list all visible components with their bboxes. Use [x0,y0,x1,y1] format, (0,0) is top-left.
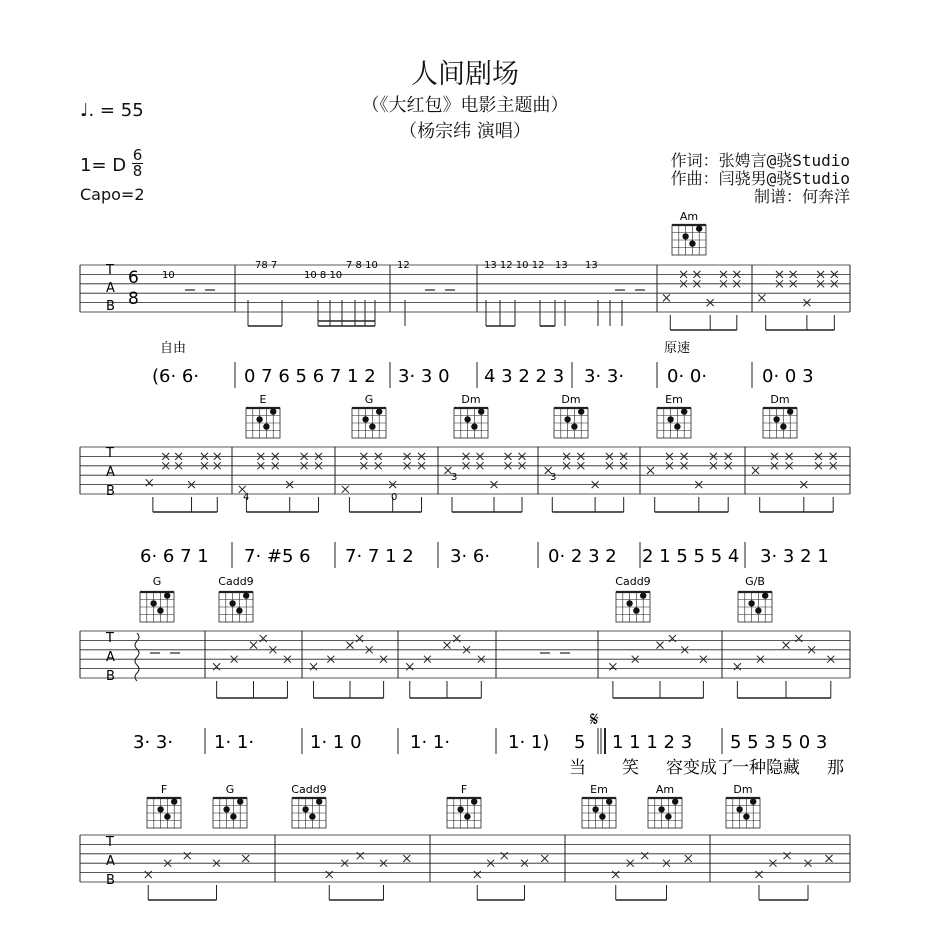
notation-measure: 3· 3 2 1 [760,546,829,567]
chord-dot [571,423,577,429]
notation-measure: 5 5 3 5 0 3 [730,732,828,753]
chord-name: Am [679,210,699,223]
lyricist-credit: 作词：张娉言@骁Studio [670,151,850,170]
strum-note [146,479,153,486]
yuansu-marking: 原速 [664,341,691,356]
notation-row-1 [152,366,814,387]
chord-name: G [364,393,374,406]
strum-note [734,663,741,670]
lyric: 容变成了 [666,758,734,778]
strum-note [795,635,802,642]
strum-note [310,663,317,670]
fret-number: 0 [391,492,398,503]
chord-name: G/B [745,575,765,588]
strum-note [752,467,759,474]
strum-note [541,855,548,862]
strum-note [326,871,333,878]
fret-number: 3 [550,472,557,483]
chord-name: E [259,393,267,406]
chord-name: Em [590,783,608,796]
time-signature-denominator: 8 [132,162,143,180]
chord-dot [578,408,584,414]
strum-note [609,663,616,670]
tempo-marking: ♩. = 55 [80,100,144,121]
tab-time-numerator: 6 [128,268,139,288]
tab-clef [105,263,115,888]
chord-dot [464,416,470,422]
fret-number: 7 8 10 [346,260,378,271]
chord-name: Dm [561,393,581,406]
chord-dot [302,806,308,812]
chord-name: Dm [461,393,481,406]
notation-row-2 [140,546,829,567]
chord-dot [376,408,382,414]
chord-dot [780,423,786,429]
notation-measure: 0· 0· [667,366,708,387]
chord-dot [478,408,484,414]
chord-dot [750,798,756,804]
chord-dot [599,813,605,819]
chord-dot [787,408,793,414]
svg-text:A: A [106,281,115,296]
fret-number: 3 [451,472,458,483]
notation-measure: 3· 3· [584,366,625,387]
chord-dot [237,798,243,804]
strum-note [758,294,765,301]
chord-dot [736,806,742,812]
notation-measure: 0· 0 3 [762,366,814,387]
notation-measure: 7· #5 6 [244,546,311,567]
chord-dot [606,798,612,804]
chord-dot [682,233,688,239]
tab-time-denominator: 8 [128,289,139,309]
chord-dot [773,416,779,422]
chord-name: F [460,783,468,796]
chord-name: F [160,783,168,796]
strum-note [184,852,191,859]
strum-note [641,852,648,859]
chord-dot [592,806,598,812]
chord-dot [316,798,322,804]
svg-text:B: B [106,669,115,684]
fret-number: 13 [585,260,598,271]
chord-name: Am [655,783,675,796]
strum-note [647,467,654,474]
notation-measure: 1· 1· [410,732,451,753]
svg-text:T: T [106,631,114,646]
fret-number: 78 7 [255,260,278,271]
lyric: 当 [569,758,586,778]
strum-note [403,855,410,862]
song-title: 人间剧场 [411,59,519,90]
strum-note [663,294,670,301]
chord-dot [626,600,632,606]
chord-name: Dm [733,783,753,796]
time-signature-numerator: 6 [132,146,143,164]
strum-note [474,871,481,878]
key-signature: 1= D [80,155,127,176]
strum-note [756,871,763,878]
fret-number: 10 [162,270,175,281]
notation-measure: 2 1 5 5 5 4 [642,546,740,567]
fret-number: 4 [243,492,250,503]
chord-dot [150,600,156,606]
chord-dot [457,806,463,812]
chord-dot [658,806,664,812]
notation-measure: 1· 1) [508,732,550,753]
fret-number: 13 [555,260,568,271]
strum-note [356,635,363,642]
strum-note [406,663,413,670]
notation-measure: 3· 6· [450,546,491,567]
chord-dot [640,592,646,598]
chord-dot [157,806,163,812]
strum-note [669,635,676,642]
svg-text:B: B [106,873,115,888]
capo-marking: Capo=2 [80,185,145,204]
strum-note [657,642,664,649]
strum-note [444,642,451,649]
chord-dot [369,423,375,429]
chord-dot [263,423,269,429]
chord-dot [672,798,678,804]
chord-dot [229,600,235,606]
svg-text:T: T [106,263,114,278]
singer-subtitle: （杨宗纬 演唱） [399,121,531,142]
chord-dot [362,416,368,422]
notation-measure: 7· 7 1 2 [345,546,414,567]
composer-credit: 作曲：闫骁男@骁Studio [670,169,850,188]
notation-measure: 1· 1 0 [310,732,362,753]
lyric: 那 [827,758,844,778]
chord-dot [633,607,639,613]
notation-measure: 1· 1· [214,732,255,753]
chord-dot [748,600,754,606]
strum-note [357,852,364,859]
chord-dot [230,813,236,819]
notation-measure: 3· 3 0 [398,366,450,387]
strum-note [501,852,508,859]
svg-text:A: A [106,465,115,480]
chord-dot [471,798,477,804]
chord-dot [674,423,680,429]
notation-measure: 0· 2 3 2 [548,546,617,567]
svg-text:B: B [106,299,115,314]
strum-note [250,642,257,649]
svg-text:T: T [106,835,114,850]
chord-dot [157,607,163,613]
chord-dot [464,813,470,819]
chord-dot [755,607,761,613]
chord-dot [667,416,673,422]
notation-measure: 3· 3· [133,732,174,753]
movie-subtitle: （《大红包》电影主题曲） [361,95,569,116]
segno-icon: 𝄋 [590,707,599,731]
chord-dot [164,592,170,598]
strum-note [145,871,152,878]
chord-dot [256,416,262,422]
chord-dot [689,240,695,246]
chord-name: Cadd9 [291,783,327,796]
notation-measure: 5 [574,732,586,753]
chord-name: Em [665,393,683,406]
lyric: 一种隐藏 [732,758,800,778]
chord-dot [696,225,702,231]
strum-note [347,642,354,649]
notation-measure: 4 3 2 2 3 [484,366,565,387]
strum-note [685,855,692,862]
ziyou-marking: 自由 [160,341,187,356]
chord-name: Dm [770,393,790,406]
notation-measure: (6· 6· [152,366,200,387]
fret-number: 10 8 10 [304,270,343,281]
chord-dot [665,813,671,819]
chord-dot [164,813,170,819]
svg-text:T: T [106,446,114,461]
chord-dot [270,408,276,414]
svg-text:A: A [106,650,115,665]
strum-note [783,642,790,649]
chord-dot [236,607,242,613]
lyrics-row-3 [569,758,844,778]
chord-name: G [152,575,162,588]
arranger-credit: 制谱：何奔洋 [753,187,850,206]
strum-note [242,855,249,862]
strum-note [784,852,791,859]
chord-dot [743,813,749,819]
strum-note [826,855,833,862]
strum-note [213,663,220,670]
chord-names [153,210,790,796]
notation-measure: 1 1 1 2 3 [612,732,693,753]
strum-note [342,486,349,493]
fret-number: 12 [397,260,410,271]
chord-dot [471,423,477,429]
strum-note [453,635,460,642]
lyric: 笑 [622,758,639,778]
fret-number: 13 12 10 12 [484,260,545,271]
notation-measure: 0 7 6 5 6 7 1 2 [244,366,376,387]
chord-dot [309,813,315,819]
chord-dot [243,592,249,598]
chord-dot [171,798,177,804]
chord-dot [762,592,768,598]
notation-row-3 [133,732,827,753]
chord-name: Cadd9 [218,575,254,588]
svg-text:A: A [106,854,115,869]
chord-dot [681,408,687,414]
svg-text:B: B [106,484,115,499]
chord-name: G [225,783,235,796]
strum-note [612,871,619,878]
chord-dot [223,806,229,812]
chord-name: Cadd9 [615,575,651,588]
notation-measure: 6· 6 7 1 [140,546,209,567]
strum-note [260,635,267,642]
chord-dot [564,416,570,422]
